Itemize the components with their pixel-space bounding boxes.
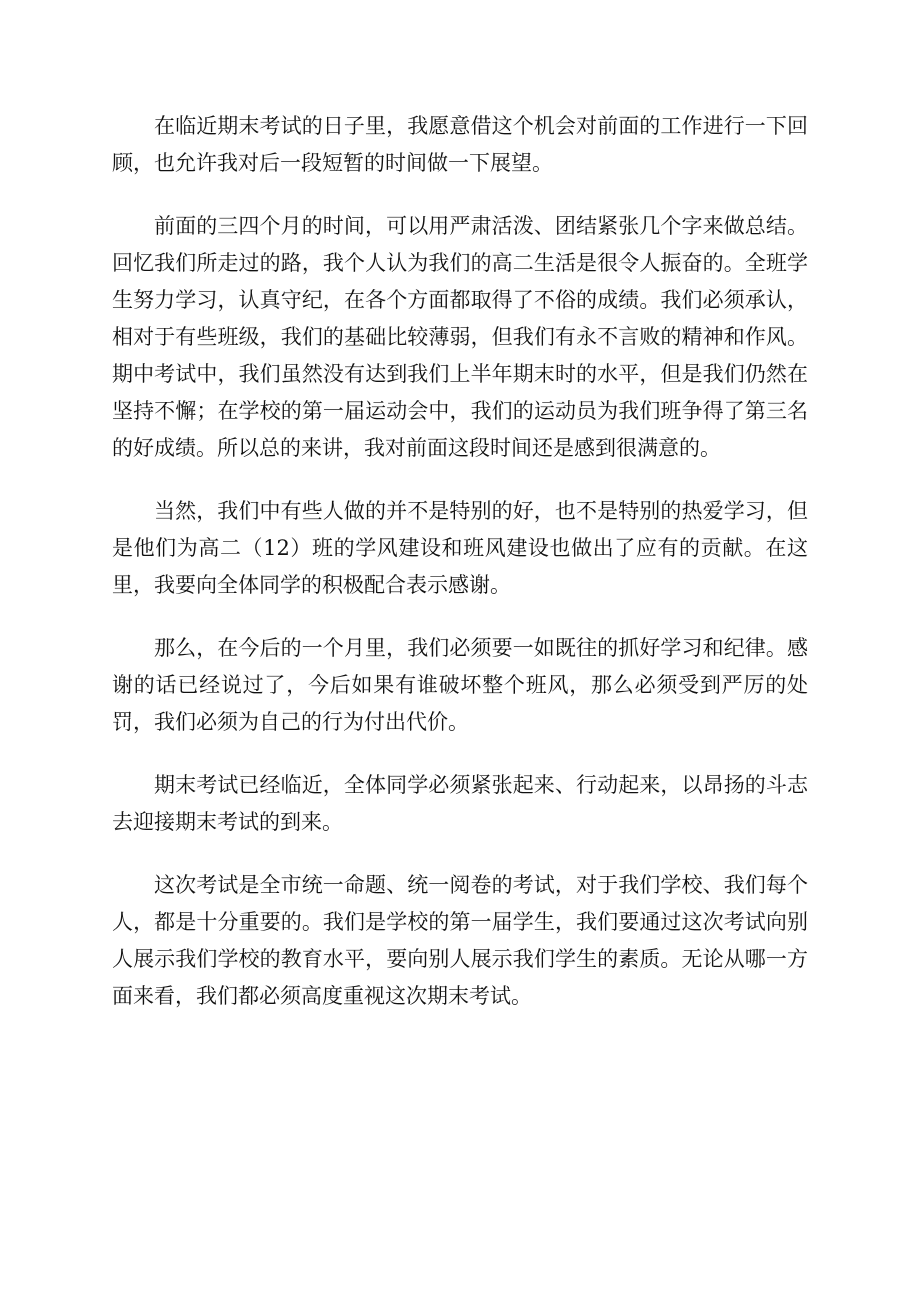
paragraph-4: 那么，在今后的一个月里，我们必须要一如既往的抓好学习和纪律。感谢的话已经说过了，今后如果有谁破坏整个班风，那么必须受到严厉的处罚，我们必须为自己的行为付出代价。 <box>112 636 808 734</box>
paragraph-3: 当然，我们中有些人做的并不是特别的好，也不是特别的热爱学习，但是他们为高二（12）班的学风建设和班风建设也做出了应有的贡献。在这里，我要向全体同学的积极配合表示感谢。 <box>112 499 808 597</box>
paragraph-5: 期末考试已经临近，全体同学必须紧张起来、行动起来，以昂扬的斗志去迎接期末考试的到来。 <box>112 773 808 834</box>
paragraph-1: 在临近期末考试的日子里，我愿意借这个机会对前面的工作进行一下回顾，也允许我对后一段短暂的时间做一下展望。 <box>112 114 808 175</box>
paragraph-2: 前面的三四个月的时间，可以用严肃活泼、团结紧张几个字来做总结。回忆我们所走过的路，我个人认为我们的高二生活是很令人振奋的。全班学生努力学习，认真守纪，在各个方面都取得了不俗的成绩。我们必须承认，相对于有些班级，我们的基础比较薄弱，但我们有永不言败的精神和作风。期中考试中，我们虽然没有达到我们上半年期末时的水平，但是我们仍然在坚持不懈；在学校的第一届运动会中，我们的运动员为我们班争得了第三名的好成绩。所以总的来讲，我对前面这段时间还是感到很满意的。 <box>112 214 808 460</box>
paragraph-6: 这次考试是全市统一命题、统一阅卷的考试，对于我们学校、我们每个人，都是十分重要的。我们是学校的第一届学生，我们要通过这次考试向别人展示我们学校的教育水平，要向别人展示我们学生的素质。无论从哪一方面来看，我们都必须高度重视这次期末考试。 <box>112 873 808 1008</box>
